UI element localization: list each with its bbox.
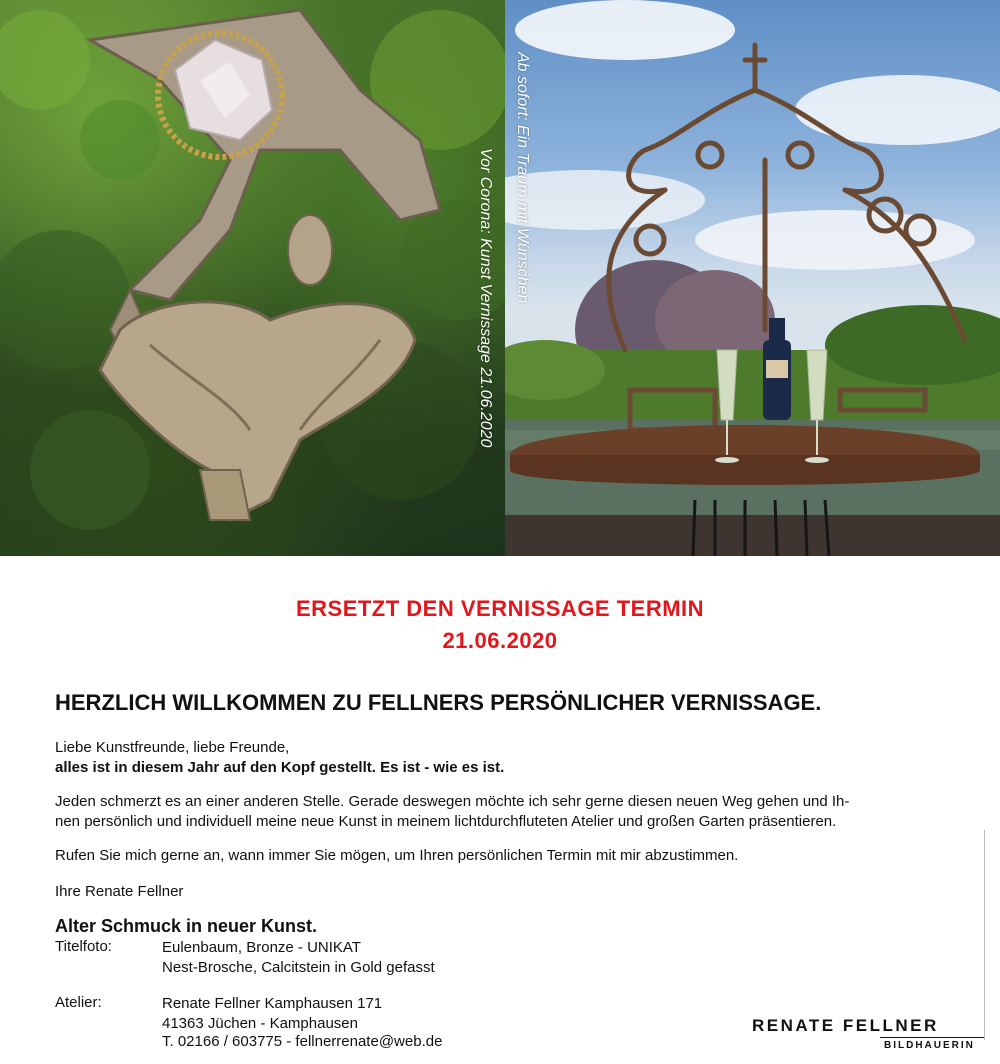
banner-line-1: ERSETZT DEN VERNISSAGE TERMIN	[295, 596, 705, 621]
titelfoto-line-2: Nest-Brosche, Calcitstein in Gold gefasst	[162, 959, 435, 976]
bronze-owl-sculpture-image	[0, 0, 505, 556]
garden-table-photo	[505, 0, 1000, 556]
signature: Ihre Renate Fellner	[55, 883, 184, 900]
logo-divider	[984, 830, 985, 1040]
right-photo-caption: Ab sofort: Ein Traum mit Wünschen	[514, 52, 531, 304]
paragraph-1-line-2: nen persönlich und individuell meine neue Kunst in meinem lichtdurchfluteten Atelier und großen Garten präsentieren.	[55, 813, 837, 830]
left-photo-caption: Vor Corona: Kunst Vernissage 21.06.2020	[477, 148, 494, 448]
details-subheading: Alter Schmuck in neuer Kunst.	[55, 916, 318, 936]
paragraph-1-line-1: Jeden schmerzt es an einer anderen Stelle. Gerade deswegen möchte ich sehr gerne diesen neuen Weg gehen und Ih-	[55, 793, 850, 810]
greeting: Liebe Kunstfreunde, liebe Freunde,	[55, 739, 290, 756]
atelier-line-2: 41363 Jüchen - Kamphausen	[162, 1015, 358, 1032]
greeting-bold: alles ist in diesem Jahr auf den Kopf gestellt. Es ist - wie es ist.	[55, 759, 505, 776]
logo-name: RENATE FELLNER	[752, 1016, 939, 1035]
titelfoto-line-1: Eulenbaum, Bronze - UNIKAT	[162, 939, 361, 956]
atelier-label: Atelier:	[55, 994, 102, 1011]
logo-underline	[880, 1037, 984, 1038]
sculpture-photo	[0, 0, 505, 556]
atelier-contact: T. 02166 / 603775 - fellnerrenate@web.de	[162, 1033, 443, 1050]
titelfoto-label: Titelfoto:	[55, 938, 112, 955]
atelier-line-1: Renate Fellner Kamphausen 171	[162, 995, 383, 1012]
logo-subtitle: BILDHAUERIN	[884, 1040, 975, 1051]
page-heading: HERZLICH WILLKOMMEN ZU FELLNERS PERSÖNLICHER VERNISSAGE.	[55, 690, 822, 715]
paragraph-2: Rufen Sie mich gerne an, wann immer Sie mögen, um Ihren persönlichen Termin mit mir abzustimmen.	[55, 847, 739, 864]
garden-sculpture-table-image	[505, 0, 1000, 556]
banner-date: 21.06.2020	[442, 628, 558, 653]
